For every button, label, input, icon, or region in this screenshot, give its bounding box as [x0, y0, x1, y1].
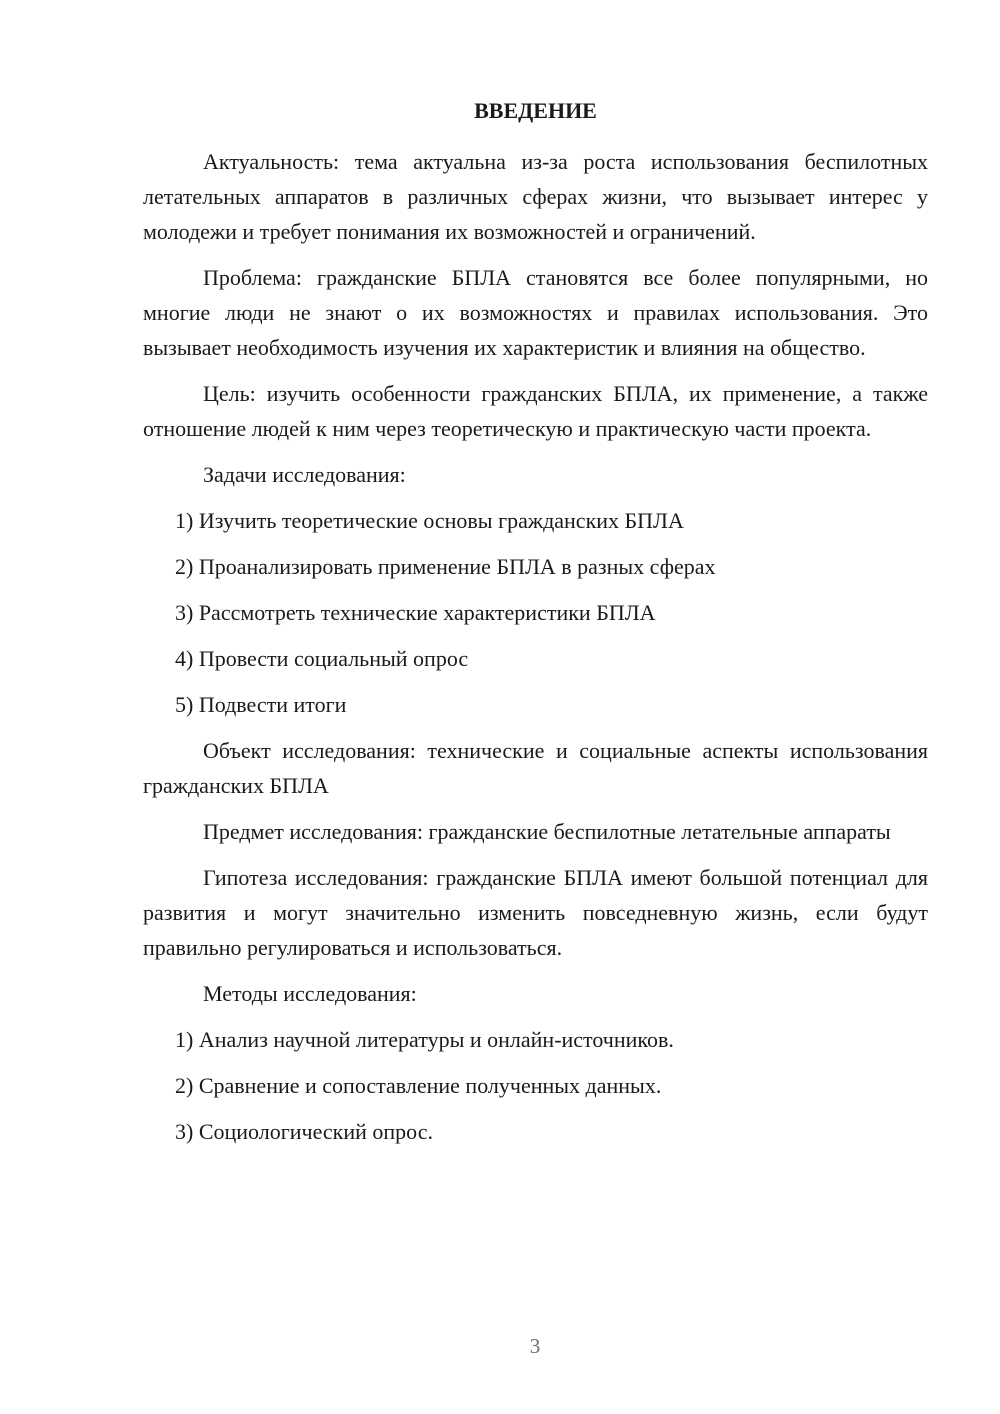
- list-item: 3) Рассмотреть технические характеристики БПЛА: [175, 600, 656, 625]
- document-page: [143, 96, 928, 1160]
- tasks-heading: Задачи исследования:: [203, 462, 406, 487]
- list-item: 1) Анализ научной литературы и онлайн-источников.: [175, 1027, 674, 1052]
- methods-list: [143, 1022, 928, 1149]
- methods-heading: Методы исследования:: [203, 981, 417, 1006]
- hypothesis-paragraph: Гипотеза исследования: гражданские БПЛА имеют большой потенциал для развития и могут значительно изменить повседневную жизнь, если будут правильно регулироваться и использоваться.: [143, 865, 928, 960]
- page-number: 3: [529, 1334, 541, 1358]
- list-item: 1) Изучить теоретические основы гражданских БПЛА: [175, 508, 684, 533]
- subject-paragraph: Предмет исследования: гражданские беспилотные летательные аппараты: [203, 819, 891, 844]
- list-item: 5) Подвести итоги: [175, 692, 347, 717]
- list-item: 4) Провести социальный опрос: [175, 646, 469, 671]
- page-title: ВВЕДЕНИЕ: [474, 98, 597, 123]
- tasks-list: [143, 503, 928, 722]
- goal-paragraph: Цель: изучить особенности гражданских БПЛА, их применение, а также отношение людей к ним через теоретическую и практическую части проекта.: [143, 381, 928, 441]
- problem-paragraph: Проблема: гражданские БПЛА становятся все более популярными, но многие люди не знают о их возможностях и правилах использования. Это вызывает необходимость изучения их характеристик и влияния на общество.: [143, 265, 928, 360]
- relevance-paragraph: Актуальность: тема актуальна из-за роста использования беспилотных летательных аппаратов в различных сферах жизни, что вызывает интерес у молодежи и требует понимания их возможностей и ограничений.: [143, 149, 928, 244]
- list-item: 2) Сравнение и сопоставление полученных данных.: [175, 1073, 662, 1098]
- list-item: 2) Проанализировать применение БПЛА в разных сферах: [175, 554, 716, 579]
- list-item: 3) Социологический опрос.: [175, 1119, 433, 1144]
- object-paragraph: Объект исследования: технические и социальные аспекты использования гражданских БПЛА: [143, 738, 928, 798]
